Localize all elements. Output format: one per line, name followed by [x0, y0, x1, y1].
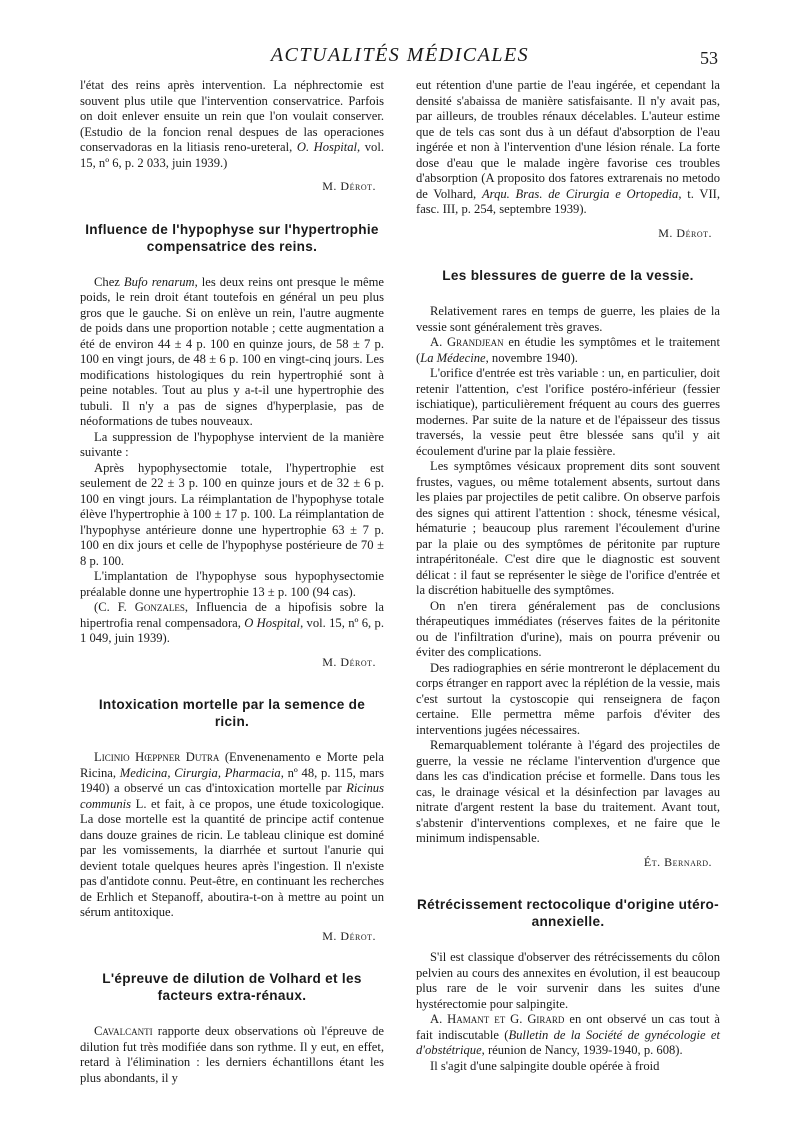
article-title: L'épreuve de dilution de Volhard et les facteurs extra-rénaux. [102, 971, 362, 1003]
text: , t. VII, fasc. III, p. 254, septembre 1939). [416, 186, 721, 216]
text: , les deux reins ont presque le même poids, le rein droit étant toutefois en général un peu plus gros que le gauche. Si on enlève un rein, l'autre augmente de poids dans une proportion notable ; cette augmentation a été de environ 44 ± 4 p. 100 en quinze jours, de 58 ± 7 p. 100 en vingt jours, de 48 ± 6 p. 100 en vingt-cinq jours. Les modifications histologiques du rein hypertrophié sont à peine notables. Tout au plus y a-t-il une hypertrophie des tubuli. Il n'y a pas de signes d'hyperplasie, pas de néoformations de tubes nouveaux. [80, 274, 384, 428]
journal-title: O. Hospital [296, 140, 358, 154]
text: (Envenenamento e Morte pela Ricina, [80, 750, 384, 780]
paragraph [80, 600, 384, 647]
text: , nº 48, p. 115, mars 1940) a observé un cas d'intoxication mortelle par [80, 765, 384, 795]
paragraph: S'il est classique d'observer des rétrécissements du côlon pelvien au cours des annexites en évolution, il est beaucoup plus rare de le voir survenir dans les suites d'une hystérectomie pour salpingite. [416, 950, 720, 1011]
paragraph: L'orifice d'entrée est très variable : un, en particulier, doit retenir l'attention, c'est l'orifice postéro-inférieur (fessier ischiatique), particulièrement fréquent au cours des guerres modernes. Par suite de la nature et de l'épaisseur des tissus traversés, la vessie peut être blessée sans qu'il y ait écoulement d'urine par la plaie fessière. [416, 366, 720, 458]
text: en ont observé un cas tout à fait indiscutable ( [416, 1012, 721, 1042]
left-column [80, 78, 384, 1086]
paragraph: Après hypophysectomie totale, l'hypertrophie est seulement de 22 ± 3 p. 100 en quinze jours et de 32 ± 6 p. 100 en vingt jours. La réimplantation de l'hypophyse totale élève l'hypertrophie à 100 ± 17 p. 100. La réimplantation de l'hypophyse antérieure donne une hypertrophie 63 ± 7 p. 100 en dix jours et celle de l'hypophyse postérieure de 70 ± 8 p. 100. [80, 460, 384, 568]
text: Chez [94, 274, 124, 289]
text: l'état des reins après intervention. La néphrectomie est souvent plus utile que l'intervention conservatrice. Parfois on doit enlever ensuite un rein que l'on voulait conserver. (Estudio de la foncion renal despues de las operaciones conservadoras en la litiasis reno-ureteral, [80, 78, 384, 154]
text: L. et fait, à ce propos, une étude toxicologique. La dose mortelle est la quantité de principe actif contenue dans douze graines de ricin. Le tableau clinique est dominé par les vomissements, la diarrhée et surtout l'anurie qui devient totale quelques heures après l'ingestion. Il n'existe pas d'antidote connu. Peut-être, en continuant les recherches de Erhlich et Stepanoff, aboutira-t-on à mettre au point un sérum antitoxique. [80, 796, 384, 919]
text: , vol. 15, nº 6, p. 1 049, juin 1939). [80, 615, 384, 645]
text: , novembre 1940). [485, 350, 578, 365]
text: , Influencia de a hipofisis sobre la hipertrofia renal compensadora, [80, 600, 385, 630]
paragraph [80, 78, 384, 171]
paragraph: La suppression de l'hypophyse intervient de la manière suivante : [80, 429, 384, 459]
paragraph: Des radiographies en série montreront le déplacement du corps étranger en rapport avec la réplétion de la vessie, mais c'est surtout la cystoscopie qui renseignera de façon certaine. Elle permettra même parfois d'éviter des interventions jugées nécessaires. [416, 660, 720, 737]
paragraph [80, 1024, 384, 1086]
author-name: Gonzales [134, 600, 185, 614]
text: (C. F. [94, 600, 135, 614]
paragraph: Les symptômes vésicaux proprement dits sont souvent frustes, vagues, ou même totalement absents, surtout dans les plaies par projectiles de petit calibre. On observe parfois des signes qui attirent l'attention : shock, ténesme vésical, hématurie ; beaucoup plus rarement l'écoulement d'urine par la plaie ou des symptômes de péritonite par rupture intrapéritonéale. C'est dire que le diagnostic est souvent délicat : il faut se représenter le siège de l'orifice d'entrée et la discrétion habituelle des symptômes. [416, 459, 720, 597]
author-name: A. Hamant et G. Girard [430, 1012, 565, 1026]
paragraph [80, 275, 384, 430]
paragraph: On n'en tirera généralement pas de conclusions thérapeutiques immédiates (réserves faites de la péritonite ou de l'infiltration d'urine), mais on pourra prévenir ou éviter des complications. [416, 598, 720, 659]
paragraph [80, 750, 384, 921]
author-signature: M. Dérot. [322, 928, 376, 943]
author-name: A. Grandjean [430, 335, 504, 349]
author-signature: M. Dérot. [322, 654, 376, 669]
page-number: 53 [700, 48, 718, 68]
author-signature: M. Dérot. [322, 179, 376, 193]
article-title: Rétrécissement rectocolique d'origine utéro-annexielle. [417, 897, 719, 929]
text: , réunion de Nancy, 1939-1940, p. 608). [481, 1043, 683, 1057]
author-signature: M. Dérot. [658, 225, 712, 240]
journal-title: Arqu. Bras. de Cirurgia e Ortopedia [481, 186, 679, 201]
paragraph [416, 78, 720, 218]
article-title: Intoxication mortelle par la semence de ricin. [98, 697, 366, 729]
paragraph: Remarquablement tolérante à l'égard des projectiles de guerre, la vessie ne réclame l'intervention d'urgence que dans les cas d'indication précise et formelle. Dans tous les cas, le drainage vésical et la désinfection par lavages au nitrate d'argent restent la base du traitement. Avant tout, s'abstenir d'interventions complexes, et ne faire que le minimum indispensable. [416, 738, 720, 845]
paragraph: L'implantation de l'hypophyse sous hypophysectomie préalable donne une hypertrophie 13 ± p. 100 (94 cas). [80, 569, 384, 599]
journal-title: La Médecine [420, 350, 486, 365]
article-title: Influence de l'hypophyse sur l'hypertrophie compensatrice des reins. [85, 221, 379, 254]
text: rapporte deux observations où l'épreuve de dilution fut très modifiée dans son rythme. Il y eut, en effet, retard à l'élimination : les derniers échantillons étant les plus abondants, il y [80, 1024, 384, 1085]
author-name: Cavalcanti [94, 1024, 153, 1038]
paragraph [416, 335, 720, 366]
text: en étudie les symptômes et le traitement ( [416, 335, 720, 365]
author-signature: Ét. Bernard. [643, 854, 712, 869]
page-header [0, 44, 800, 74]
running-title: ACTUALITÉS MÉDICALES [270, 44, 530, 66]
article-title: Les blessures de guerre de la vessie. [442, 268, 694, 283]
journal-title: Medicina, Cirurgia, Pharmacia [119, 765, 281, 780]
author-name: Licinio Hœppner Dutra [94, 750, 220, 764]
paragraph: Relativement rares en temps de guerre, les plaies de la vessie sont généralement très graves. [416, 304, 720, 334]
species-name: Bufo renarum [123, 274, 195, 289]
text: , vol. 15, nº 6, p. 2 033, juin 1939.) [80, 140, 384, 170]
paragraph [416, 1012, 720, 1059]
paragraph: Il s'agit d'une salpingite double opérée à froid [430, 1058, 660, 1073]
journal-title: Bulletin de la Société de gynécologie et d'obstétrique [416, 1027, 720, 1057]
right-column [416, 78, 720, 1074]
species-name: Ricinus communis [80, 781, 384, 811]
journal-title: O Hospital [244, 615, 301, 630]
text: eut rétention d'une partie de l'eau ingérée, et cependant la densité s'abaissa de manière satisfaisante. Il n'y avait pas, par ailleurs, de troubles rénaux décelables. L'auteur estime que de tels cas sont dus à un défaut d'absorption de l'eau ingérée et non à l'intervention d'une lésion rénale. La forte dose d'eau que le malade ingère favorise ces troubles d'absorption (A proposito dos fatores extrarenais no metodo de Volhard, [416, 78, 720, 201]
